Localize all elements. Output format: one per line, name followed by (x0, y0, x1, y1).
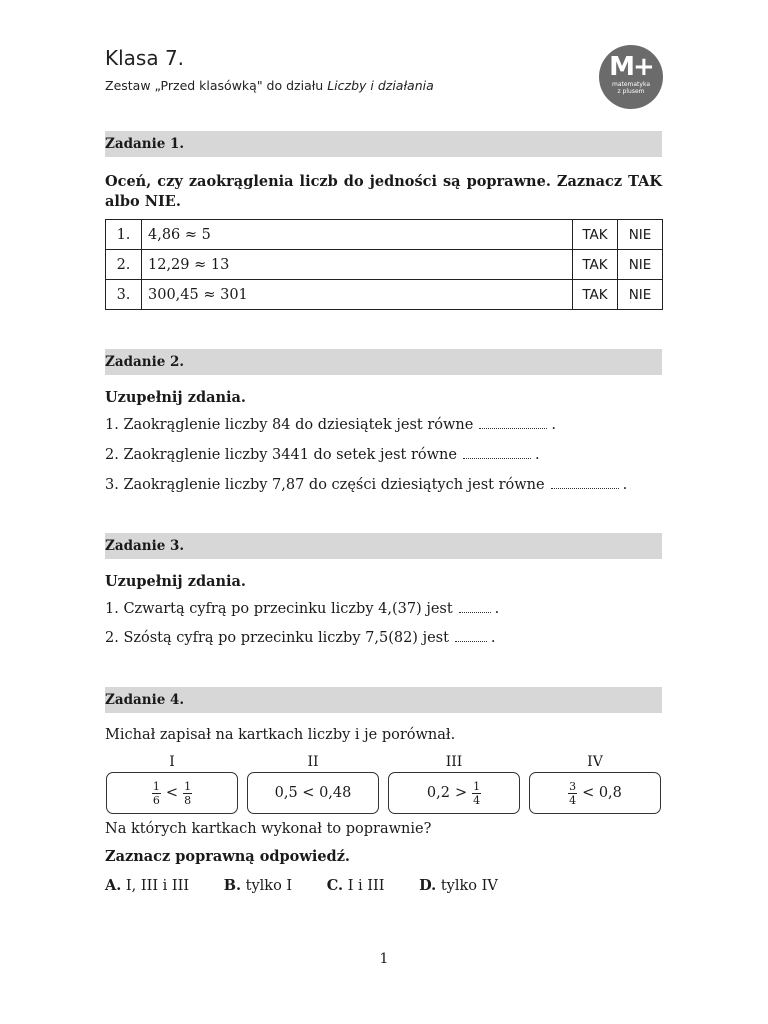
answer-option-a[interactable] (105, 878, 189, 894)
sentence-text: 3. Zaokrąglenie liczby 7,87 do części dziesiątych jest równe (105, 477, 545, 493)
numerator: 1 (152, 779, 160, 793)
card-iii (388, 772, 520, 814)
task3-heading-bar (105, 533, 662, 559)
option-letter: D. (419, 877, 437, 894)
sentence-end: . (622, 477, 628, 493)
fraction (472, 781, 481, 806)
option-letter: C. (326, 877, 344, 894)
answer-option-b[interactable] (224, 878, 292, 894)
card-iv (529, 772, 661, 814)
sentence-text: 1. Czwartą cyfrą po przecinku liczby 4,(37) jest (105, 601, 453, 617)
publisher-logo (599, 45, 663, 109)
denominator: 8 (184, 793, 192, 807)
answer-blank[interactable] (459, 600, 491, 613)
option-nie[interactable]: NIE (618, 220, 663, 250)
option-letter: B. (223, 877, 242, 894)
fraction (152, 781, 161, 806)
card-label-ii: II (307, 754, 319, 770)
page-number: 1 (379, 951, 389, 967)
row-expression: 4,86 ≈ 5 (142, 220, 573, 250)
card-ii (247, 772, 379, 814)
task2-heading: Zadanie 2. (105, 354, 185, 370)
option-nie[interactable]: NIE (618, 250, 663, 280)
task2-line-3 (105, 476, 627, 493)
comparison-sign: > (454, 785, 468, 801)
option-tak[interactable]: TAK (573, 220, 618, 250)
sentence-text: 2. Zaokrąglenie liczby 3441 do setek jest równe (105, 447, 457, 463)
row-number: 3. (106, 280, 142, 310)
task2-line-1 (105, 416, 556, 433)
option-letter: A. (105, 877, 122, 894)
answer-blank[interactable] (551, 476, 619, 489)
denominator: 6 (152, 793, 160, 807)
answer-option-c[interactable] (327, 878, 385, 894)
task4-question: Na których kartkach wykonał to poprawnie? (105, 821, 432, 837)
option-tak[interactable]: TAK (573, 250, 618, 280)
sentence-end: . (534, 447, 540, 463)
task4-heading-bar (105, 687, 662, 713)
answer-options (105, 877, 528, 894)
task4-instruction: Zaznacz poprawną odpowiedź. (105, 848, 350, 865)
answer-blank[interactable] (463, 446, 531, 459)
sentence-text: 2. Szóstą cyfrą po przecinku liczby 7,5(82) jest (105, 630, 449, 646)
task4-heading: Zadanie 4. (105, 692, 185, 708)
row-number: 1. (106, 220, 142, 250)
task3-instruction: Uzupełnij zdania. (105, 573, 246, 590)
option-tak[interactable]: TAK (573, 280, 618, 310)
task2-instruction: Uzupełnij zdania. (105, 389, 246, 406)
option-text: I, III i III (125, 878, 190, 894)
row-expression: 300,45 ≈ 301 (142, 280, 573, 310)
task1-table (105, 219, 663, 310)
option-text: tylko I (245, 878, 293, 894)
numerator: 1 (473, 779, 481, 793)
card-text: 0,5 < 0,48 (274, 785, 352, 801)
row-expression: 12,29 ≈ 13 (142, 250, 573, 280)
numerator: 1 (184, 779, 192, 793)
task3-line-2 (105, 629, 496, 646)
card-label-iii: III (445, 754, 463, 770)
task3-heading: Zadanie 3. (105, 538, 185, 554)
table-row (106, 220, 663, 250)
task1-heading-bar (105, 131, 662, 157)
table-row (106, 250, 663, 280)
answer-blank[interactable] (479, 416, 547, 429)
fraction (568, 781, 577, 806)
option-text: tylko IV (440, 878, 498, 894)
task4-intro: Michał zapisał na kartkach liczby i je porównał. (105, 727, 456, 743)
row-number: 2. (106, 250, 142, 280)
card-label-i: I (169, 754, 175, 770)
option-nie[interactable]: NIE (618, 280, 663, 310)
logo-caption-line-1: matematyka (611, 81, 651, 88)
sentence-text: 1. Zaokrąglenie liczby 84 do dziesiątek jest równe (105, 417, 474, 433)
logo-caption-line-2: z plusem (617, 88, 645, 95)
sentence-end: . (551, 417, 556, 433)
sentence-end: . (490, 630, 496, 646)
page-subtitle (105, 78, 434, 93)
task1-heading: Zadanie 1. (105, 136, 185, 152)
task2-heading-bar (105, 349, 662, 375)
card-label-iv: IV (587, 754, 603, 770)
card-i (106, 772, 238, 814)
fraction (183, 781, 192, 806)
card-text: < 0,8 (582, 785, 622, 801)
task3-line-1 (105, 600, 499, 617)
logo-mark: M+ (609, 52, 653, 82)
table-row (106, 280, 663, 310)
subtitle-prefix: Zestaw „Przed klasówką" do działu (105, 78, 324, 93)
page-title: Klasa 7. (105, 46, 185, 70)
denominator: 4 (569, 793, 577, 807)
option-text: I i III (347, 878, 385, 894)
task1-instruction: Oceń, czy zaokrąglenia liczb do jedności są poprawne. Zaznacz TAK albo NIE. (105, 173, 662, 210)
card-number: 0,2 (426, 785, 450, 801)
task2-line-2 (105, 446, 540, 463)
subtitle-topic: Liczby i działania (327, 78, 434, 93)
answer-option-d[interactable] (419, 878, 498, 894)
comparison-sign: < (165, 785, 179, 801)
denominator: 4 (473, 793, 481, 807)
numerator: 3 (569, 779, 577, 793)
sentence-end: . (494, 601, 500, 617)
answer-blank[interactable] (455, 629, 487, 642)
